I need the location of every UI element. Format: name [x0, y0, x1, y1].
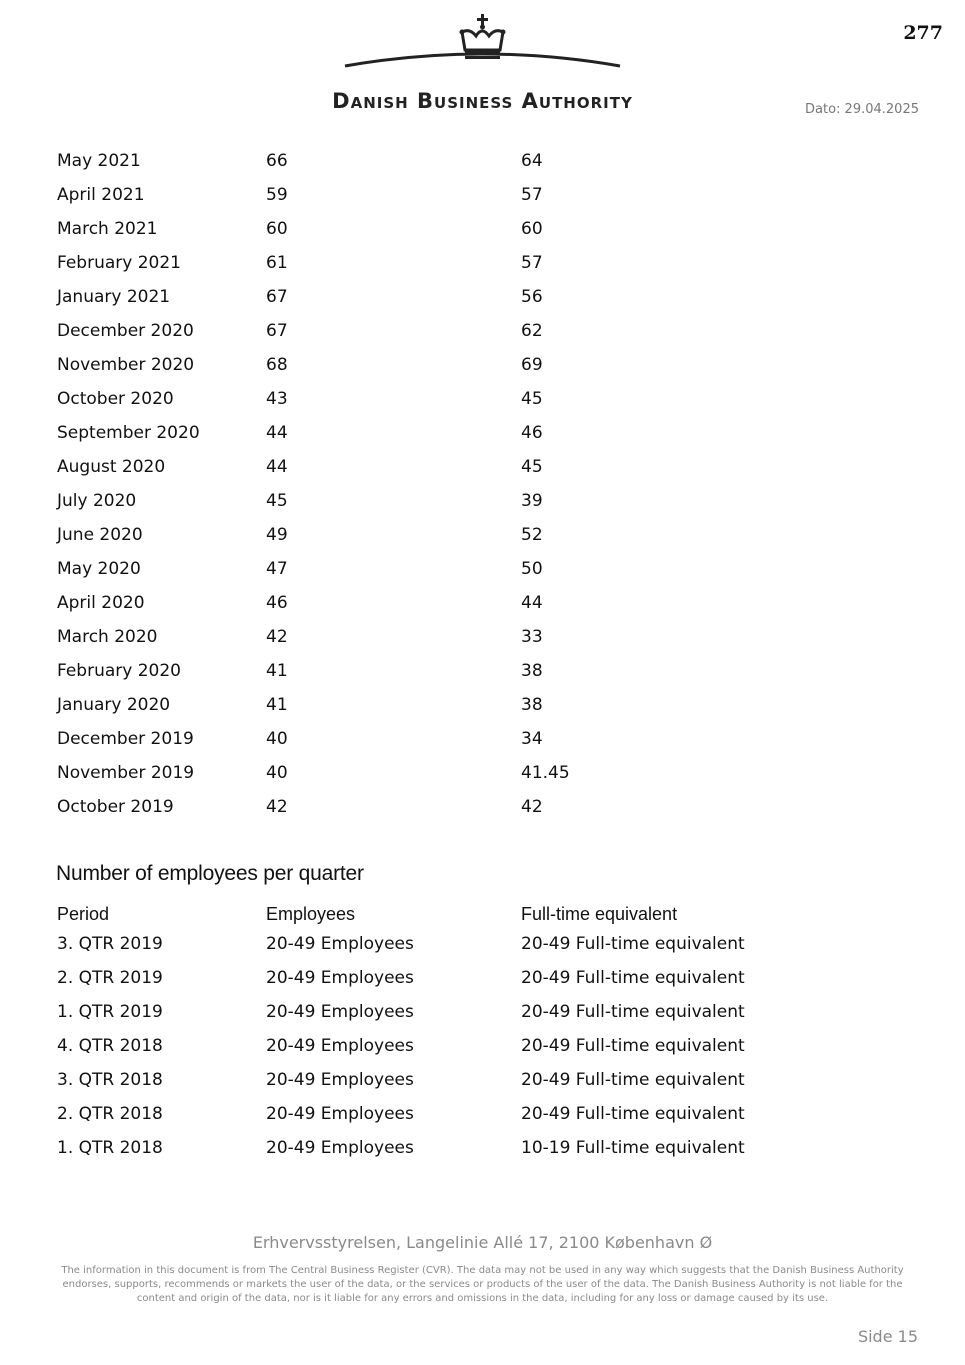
- fte-cell: 46: [521, 423, 543, 443]
- period-cell: 1. QTR 2018: [57, 1138, 163, 1158]
- period-cell: 1. QTR 2019: [57, 1002, 163, 1022]
- period-header: Period: [57, 904, 110, 924]
- month-cell: October 2020: [57, 389, 174, 409]
- employees-header: Employees: [266, 904, 356, 924]
- fte-cell: 34: [521, 729, 543, 749]
- month-cell: January 2021: [57, 287, 171, 307]
- employees-cell: 59: [266, 185, 288, 205]
- fte-cell: 69: [521, 355, 543, 375]
- table-row: [57, 180, 917, 210]
- fte-cell: 10-19 Full-time equivalent: [521, 1138, 745, 1158]
- fte-cell: 44: [521, 593, 543, 613]
- month-cell: November 2019: [57, 763, 195, 783]
- table-row: [57, 1099, 917, 1129]
- period-cell: 2. QTR 2019: [57, 968, 163, 988]
- table-row: [57, 963, 917, 993]
- month-cell: June 2020: [57, 525, 143, 545]
- employees-cell: 46: [266, 593, 288, 613]
- table-row: [57, 350, 917, 380]
- fte-cell: 57: [521, 185, 543, 205]
- month-cell: May 2020: [57, 559, 141, 579]
- table-row: [57, 146, 917, 176]
- table-row: [57, 588, 917, 618]
- table-row: [57, 724, 917, 754]
- employees-cell: 67: [266, 287, 288, 307]
- table-row: [57, 929, 917, 959]
- table-row: [57, 690, 917, 720]
- fte-cell: 50: [521, 559, 543, 579]
- fte-cell: 57: [521, 253, 543, 273]
- employees-cell: 20-49 Employees: [266, 1104, 414, 1124]
- employees-cell: 40: [266, 729, 288, 749]
- employees-cell: 49: [266, 525, 288, 545]
- fte-cell: 62: [521, 321, 543, 341]
- table-row: [57, 214, 917, 244]
- table-row: [57, 997, 917, 1027]
- table-row: [57, 1065, 917, 1095]
- fte-cell: 20-49 Full-time equivalent: [521, 1070, 745, 1090]
- table-row: [57, 1133, 917, 1163]
- fte-cell: 20-49 Full-time equivalent: [521, 1002, 745, 1022]
- month-cell: April 2020: [57, 593, 145, 613]
- employees-cell: 42: [266, 627, 288, 647]
- month-cell: March 2020: [57, 627, 158, 647]
- danish-business-authority-logo: [300, 12, 665, 113]
- fte-cell: 20-49 Full-time equivalent: [521, 968, 745, 988]
- table-row: [57, 282, 917, 312]
- table-row: [57, 418, 917, 448]
- employees-cell: 66: [266, 151, 288, 171]
- table-row: [57, 554, 917, 584]
- footer-address: Erhvervsstyrelsen, Langelinie Allé 17, 2100 København Ø: [252, 1233, 713, 1252]
- employees-cell: 20-49 Employees: [266, 1002, 414, 1022]
- table-row: [57, 486, 917, 516]
- table-row: [57, 792, 917, 822]
- employees-cell: 41: [266, 695, 288, 715]
- crown-icon: [300, 12, 665, 87]
- document-date: Dato: 29.04.2025: [805, 102, 919, 117]
- month-cell: May 2021: [57, 151, 141, 171]
- employees-cell: 20-49 Employees: [266, 934, 414, 954]
- period-cell: 4. QTR 2018: [57, 1036, 163, 1056]
- fte-cell: 38: [521, 695, 543, 715]
- employees-cell: 43: [266, 389, 288, 409]
- logo-wordmark: Danish Business Authority: [332, 89, 633, 113]
- period-cell: 3. QTR 2018: [57, 1070, 163, 1090]
- month-cell: August 2020: [57, 457, 166, 477]
- quarterly-section-title: Number of employees per quarter: [56, 862, 364, 885]
- month-cell: July 2020: [57, 491, 137, 511]
- month-cell: March 2021: [57, 219, 158, 239]
- table-row: [57, 384, 917, 414]
- page-stamp-number: 277: [903, 22, 943, 44]
- fte-header: Full-time equivalent: [521, 904, 678, 924]
- month-cell: February 2021: [57, 253, 181, 273]
- employees-cell: 61: [266, 253, 288, 273]
- fte-cell: 60: [521, 219, 543, 239]
- month-cell: October 2019: [57, 797, 174, 817]
- employees-cell: 47: [266, 559, 288, 579]
- fte-cell: 41.45: [521, 763, 570, 783]
- employees-cell: 60: [266, 219, 288, 239]
- employees-cell: 67: [266, 321, 288, 341]
- table-row: [57, 520, 917, 550]
- employees-cell: 42: [266, 797, 288, 817]
- month-cell: September 2020: [57, 423, 200, 443]
- fte-cell: 45: [521, 457, 543, 477]
- fte-cell: 56: [521, 287, 543, 307]
- employees-cell: 20-49 Employees: [266, 1070, 414, 1090]
- table-row: [57, 452, 917, 482]
- fte-cell: 64: [521, 151, 543, 171]
- employees-cell: 44: [266, 423, 288, 443]
- period-cell: 3. QTR 2019: [57, 934, 163, 954]
- employees-cell: 40: [266, 763, 288, 783]
- fte-cell: 52: [521, 525, 543, 545]
- employees-cell: 20-49 Employees: [266, 1036, 414, 1056]
- employees-cell: 45: [266, 491, 288, 511]
- month-cell: April 2021: [57, 185, 145, 205]
- month-cell: January 2020: [57, 695, 171, 715]
- employees-cell: 44: [266, 457, 288, 477]
- fte-cell: 20-49 Full-time equivalent: [521, 1036, 745, 1056]
- fte-cell: 33: [521, 627, 543, 647]
- fte-cell: 45: [521, 389, 543, 409]
- footer-disclaimer: The information in this document is from The Central Business Register (CVR). The data may not be used in any way which suggests that the Danish Business Authority endorses, supports, recommends or markets the user of the data, or the services or products of the user of the data. The Danish Business Authority is not liable for the content and origin of the data, nor is it liable for any errors and omissions in the data, including for any loss or damage caused by its use.: [61, 1265, 904, 1304]
- employees-cell: 41: [266, 661, 288, 681]
- employees-cell: 68: [266, 355, 288, 375]
- fte-cell: 38: [521, 661, 543, 681]
- month-cell: November 2020: [57, 355, 195, 375]
- table-row: [57, 316, 917, 346]
- employees-cell: 20-49 Employees: [266, 968, 414, 988]
- table-row: [57, 248, 917, 278]
- table-row: [57, 622, 917, 652]
- table-row: [57, 656, 917, 686]
- fte-cell: 20-49 Full-time equivalent: [521, 934, 745, 954]
- table-row: [57, 758, 917, 788]
- footer-page-number: Side 15: [857, 1327, 918, 1346]
- month-cell: February 2020: [57, 661, 181, 681]
- period-cell: 2. QTR 2018: [57, 1104, 163, 1124]
- fte-cell: 42: [521, 797, 543, 817]
- table-row: [57, 1031, 917, 1061]
- employees-cell: 20-49 Employees: [266, 1138, 414, 1158]
- fte-cell: 39: [521, 491, 543, 511]
- fte-cell: 20-49 Full-time equivalent: [521, 1104, 745, 1124]
- month-cell: December 2020: [57, 321, 194, 341]
- table-header-row: [57, 899, 917, 929]
- month-cell: December 2019: [57, 729, 194, 749]
